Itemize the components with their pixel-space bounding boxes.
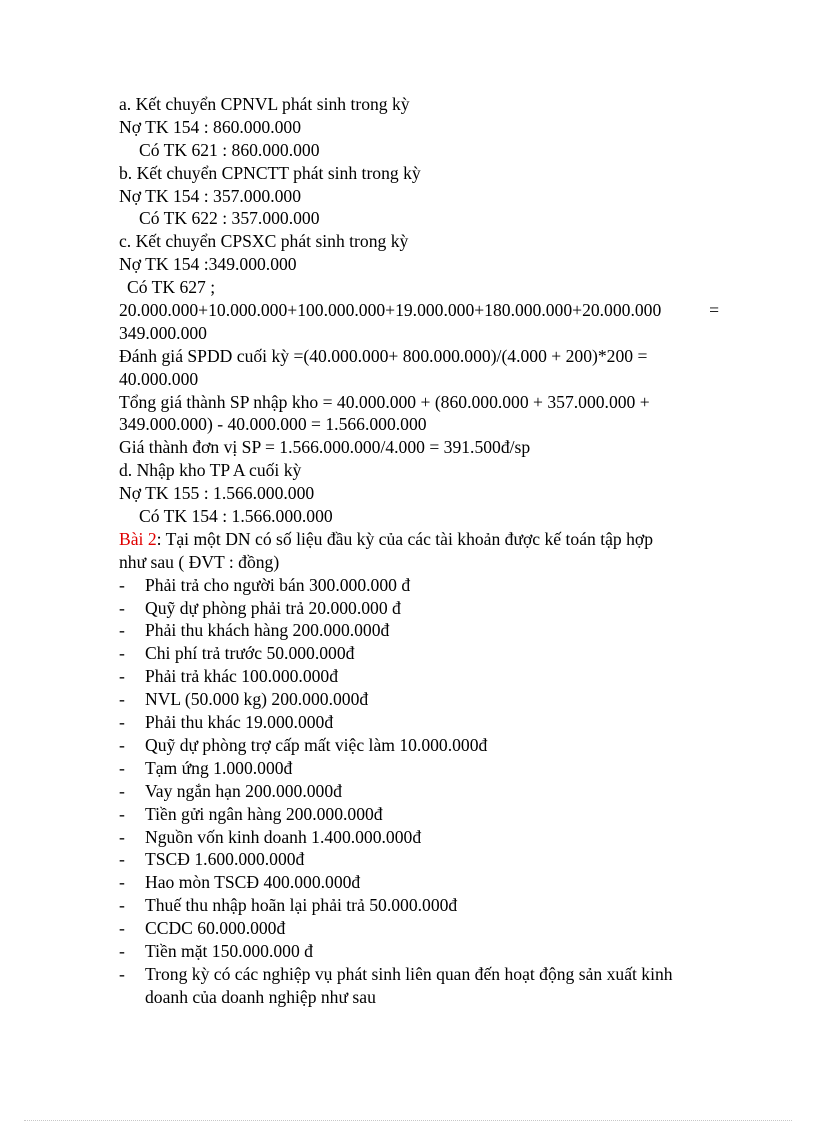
bullet-dash: - — [119, 872, 125, 893]
exercise-2-label: Bài 2 — [119, 528, 157, 549]
list-item-text: Phải thu khác 19.000.000đ — [145, 712, 334, 733]
list-item-text: Vay ngắn hạn 200.000.000đ — [145, 780, 342, 801]
exercise-2-unit-note: như sau ( ĐVT : đồng) — [119, 551, 280, 572]
credit-line: Có TK 622 : 357.000.000 — [139, 208, 320, 229]
bullet-dash: - — [119, 918, 125, 939]
list-item — [119, 642, 719, 665]
list-item — [119, 826, 719, 849]
credit-line: Có TK 627 ; — [127, 277, 216, 298]
item-b-heading: b. Kết chuyển CPNCTT phát sinh trong kỳ — [119, 162, 421, 183]
list-item — [119, 688, 719, 711]
debit-line: Nợ TK 155 : 1.566.000.000 — [119, 483, 315, 504]
bullet-dash: - — [119, 574, 125, 595]
equals-sign: = — [709, 300, 719, 321]
list-item — [119, 848, 719, 871]
list-item-text: doanh của doanh nghiệp như sau — [145, 986, 376, 1007]
bullet-dash: - — [119, 712, 125, 733]
sum-formula-line — [119, 299, 719, 322]
list-item-text: Hao mòn TSCĐ 400.000.000đ — [145, 872, 361, 893]
page-bottom-divider — [24, 1120, 792, 1121]
list-item — [119, 574, 719, 597]
list-item — [119, 711, 719, 734]
list-item-text: Tiền mặt 150.000.000 đ — [145, 940, 313, 961]
total-cost-line: Tổng giá thành SP nhập kho = 40.000.000 + (860.000.000 + 357.000.000 + — [119, 391, 650, 412]
document-body — [119, 93, 719, 1009]
bullet-dash: - — [119, 643, 125, 664]
debit-line: Nợ TK 154 : 860.000.000 — [119, 116, 301, 137]
list-item-text: Phải thu khách hàng 200.000.000đ — [145, 620, 390, 641]
list-item — [119, 940, 719, 963]
sum-result: 349.000.000 — [119, 322, 207, 343]
bullet-dash: - — [119, 826, 125, 847]
account-balance-list — [119, 574, 719, 1009]
list-item — [119, 917, 719, 940]
list-item-text: Quỹ dự phòng trợ cấp mất việc làm 10.000.000đ — [145, 734, 488, 755]
list-item-text: Quỹ dự phòng phải trả 20.000.000 đ — [145, 597, 401, 618]
bullet-dash: - — [119, 849, 125, 870]
bullet-dash: - — [119, 734, 125, 755]
item-c-heading: c. Kết chuyển CPSXC phát sinh trong kỳ — [119, 231, 409, 252]
list-item — [119, 665, 719, 688]
credit-line: Có TK 154 : 1.566.000.000 — [139, 506, 333, 527]
bullet-dash: - — [119, 666, 125, 687]
item-d-heading: d. Nhập kho TP A cuối kỳ — [119, 460, 302, 481]
bullet-dash: - — [119, 620, 125, 641]
list-item-continuation — [119, 986, 719, 1009]
bullet-dash: - — [119, 803, 125, 824]
sum-formula: 20.000.000+10.000.000+100.000.000+19.000.000+180.000.000+20.000.000 — [119, 300, 662, 321]
list-item — [119, 780, 719, 803]
unit-cost-line: Giá thành đơn vị SP = 1.566.000.000/4.000 = 391.500đ/sp — [119, 437, 531, 458]
list-item-text: CCDC 60.000.000đ — [145, 918, 286, 939]
bullet-dash: - — [119, 597, 125, 618]
wip-valuation-result: 40.000.000 — [119, 368, 199, 389]
list-item — [119, 619, 719, 642]
list-item-text: Thuế thu nhập hoãn lại phải trả 50.000.000đ — [145, 895, 458, 916]
list-item-text: Trong kỳ có các nghiệp vụ phát sinh liên quan đến hoạt động sản xuất kinh — [145, 963, 673, 984]
list-item-text: Phải trả cho người bán 300.000.000 đ — [145, 574, 411, 595]
exercise-2-text: : Tại một DN có số liệu đầu kỳ của các tài khoản được kế toán tập hợp — [156, 528, 653, 549]
list-item — [119, 734, 719, 757]
wip-valuation-line: Đánh giá SPDD cuối kỳ =(40.000.000+ 800.000.000)/(4.000 + 200)*200 = — [119, 345, 648, 366]
bullet-dash: - — [119, 895, 125, 916]
list-item — [119, 894, 719, 917]
list-item — [119, 803, 719, 826]
list-item-text: TSCĐ 1.600.000.000đ — [145, 849, 305, 870]
bullet-dash: - — [119, 963, 125, 984]
list-item-text: Phải trả khác 100.000.000đ — [145, 666, 339, 687]
bullet-dash: - — [119, 689, 125, 710]
bullet-dash: - — [119, 757, 125, 778]
total-cost-result: 349.000.000) - 40.000.000 = 1.566.000.000 — [119, 414, 427, 435]
list-item-text: Nguồn vốn kinh doanh 1.400.000.000đ — [145, 826, 422, 847]
bullet-dash: - — [119, 780, 125, 801]
list-item-text: Tiền gửi ngân hàng 200.000.000đ — [145, 803, 383, 824]
item-a-heading: a. Kết chuyển CPNVL phát sinh trong kỳ — [119, 94, 410, 114]
list-item-text: NVL (50.000 kg) 200.000.000đ — [145, 689, 369, 710]
debit-line: Nợ TK 154 :349.000.000 — [119, 254, 297, 275]
exercise-2-intro — [119, 528, 719, 551]
list-item — [119, 757, 719, 780]
list-item-text: Chi phí trả trước 50.000.000đ — [145, 643, 355, 664]
list-item — [119, 871, 719, 894]
list-item — [119, 963, 719, 986]
list-item — [119, 597, 719, 620]
debit-line: Nợ TK 154 : 357.000.000 — [119, 185, 301, 206]
list-item-text: Tạm ứng 1.000.000đ — [145, 757, 293, 778]
credit-line: Có TK 621 : 860.000.000 — [139, 139, 320, 160]
bullet-dash: - — [119, 940, 125, 961]
